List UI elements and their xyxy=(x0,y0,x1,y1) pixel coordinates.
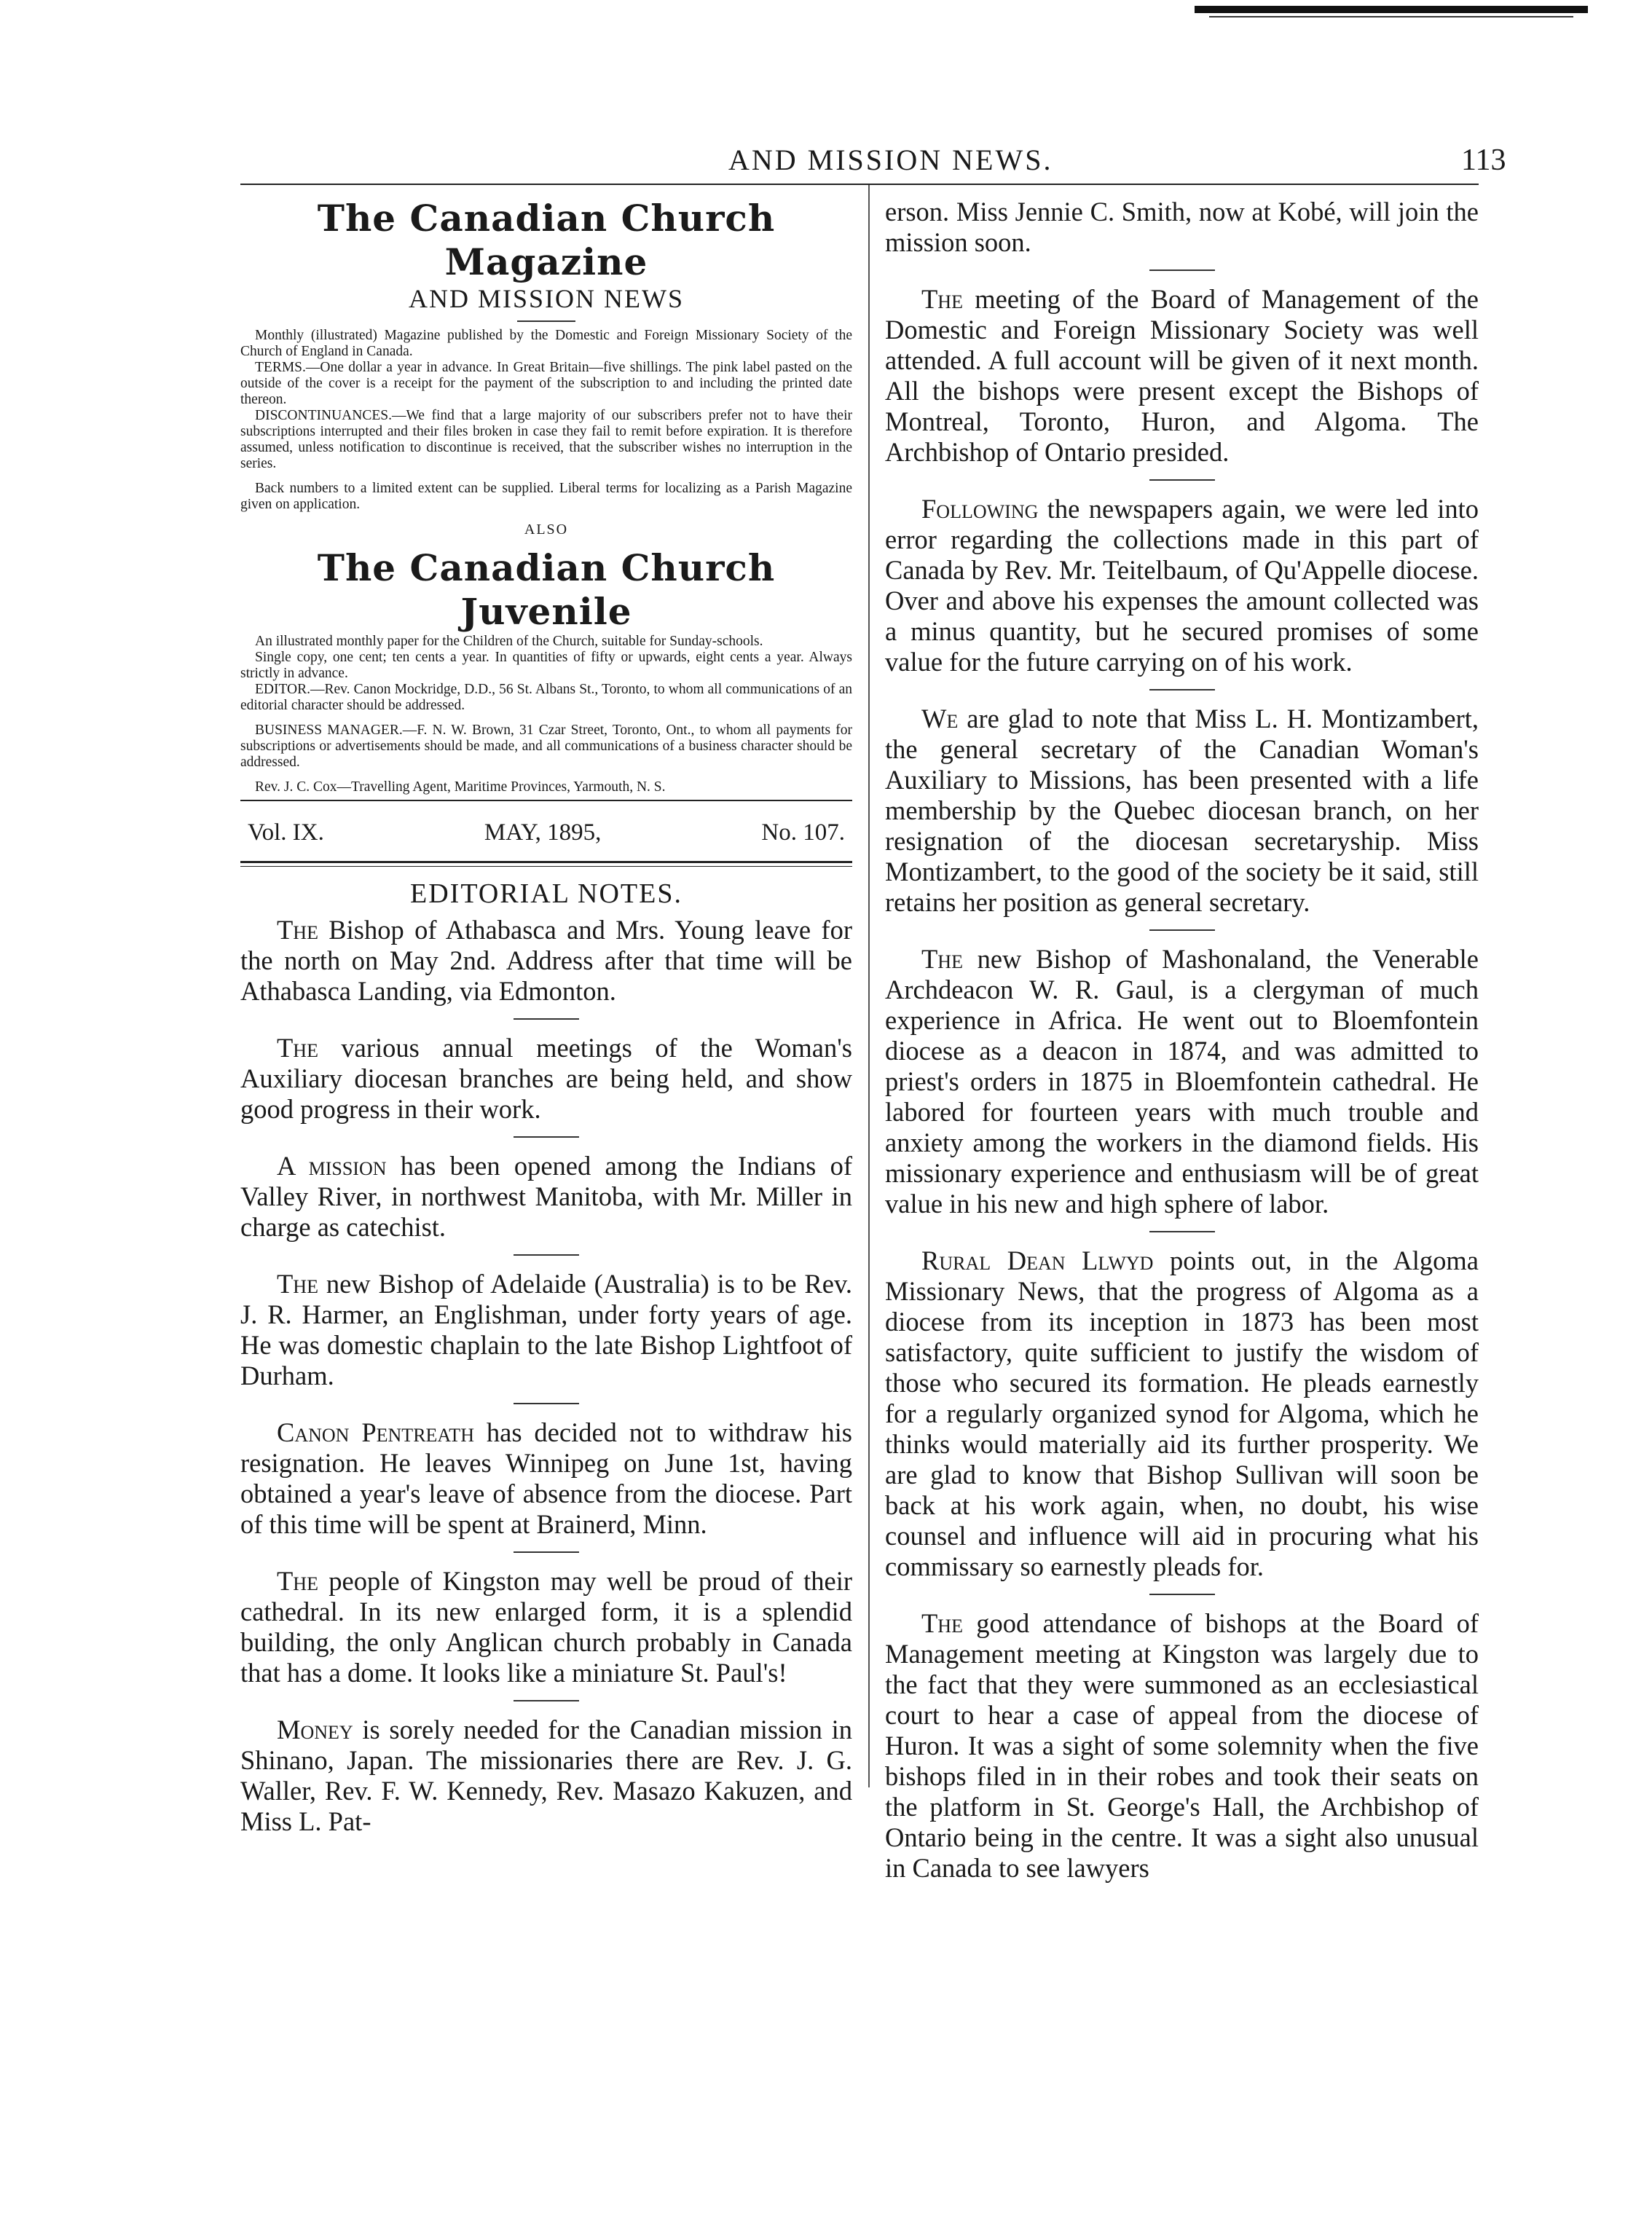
volume: Vol. IX. xyxy=(248,819,324,846)
left-column xyxy=(240,197,852,1837)
issue-rule-bottom xyxy=(240,861,852,867)
masthead-rule xyxy=(517,320,575,322)
editorial-note: Canon Pentreath has decided not to withdraw his resignation. He leaves Winnipeg on June 1st, having obtained a year's leave of absence from the diocese. Part of this time will be spent at Brainerd, Minn. xyxy=(240,1417,852,1539)
juvenile-title: The Canadian Church Juvenile xyxy=(317,546,776,633)
editorial-note: The good attendance of bishops at the Board of Management meeting at Kingston was largely due to the fact that they were summoned as an ecclesiastical court to hear a case of appeal from the diocese of Huron. It was a sight of some solemnity when the five bishops filed in in their robes and took their seats on the platform in St. George's Hall, the Archbishop of Ontario being in the centre. It was a sight also unusual in Canada to see lawyers xyxy=(885,1608,1479,1883)
juvenile-price: Single copy, one cent; ten cents a year. In quantities of fifty or upwards, eight cents a year. Always strictly in advance. xyxy=(240,650,852,681)
business-manager-notice: BUSINESS MANAGER.—F. N. W. Brown, 31 Czar Street, Toronto, Ont., to whom all payments for subscriptions or advertisements should be made, and all communications of a business character should be addressed. xyxy=(240,723,852,770)
editor-notice: EDITOR.—Rev. Canon Mockridge, D.D., 56 St. Albans St., Toronto, to whom all communications of an editorial character should be addressed. xyxy=(240,682,852,713)
note-separator xyxy=(514,1700,579,1701)
note-separator xyxy=(1149,929,1215,931)
editorial-heading: EDITORIAL NOTES. xyxy=(410,878,683,909)
issue-number: No. 107. xyxy=(761,819,845,846)
note-separator xyxy=(1149,1594,1215,1595)
editorial-note: Money is sorely needed for the Canadian mission in Shinano, Japan. The missionaries there are Rev. J. G. Waller, Rev. F. W. Kennedy, Rev. Masazo Kakuzen, and Miss L. Pat- xyxy=(240,1715,852,1836)
discontinuances-notice: DISCONTINUANCES.—We find that a large majority of our subscribers prefer not to have their subscriptions interrupted and their files broken in case they fail to remit before expiration. It is therefore assumed, unless notification to discontinue is received, that the subscriber wishes no interruption in the series. xyxy=(240,408,852,471)
header-rule xyxy=(240,184,1479,185)
editorial-note: The meeting of the Board of Management of the Domestic and Foreign Missionary Society was well attended. A full account will be given of it next month. All the bishops were present except the Bishops of Montreal, Toronto, Huron, and Algoma. The Archbishop of Ontario presided. xyxy=(885,284,1479,467)
editorial-note: Rural Dean Llwyd points out, in the Algoma Missionary News, that the progress of Algoma as a diocese from its inception in 1873 has been most satisfactory, quite sufficient to justify the wisdom of those who secured its formation. He pleads earnestly for a regularly organized synod for Algoma, which he thinks would materially aid its further prosperity. We are glad to know that Bishop Sullivan will soon be back at his work again, when, no doubt, his wise counsel and influence will aid in procuring what his commissary so earnestly pleads for. xyxy=(885,1246,1479,1581)
note-separator xyxy=(514,1403,579,1404)
magazine-description: Monthly (illustrated) Magazine published by the Domestic and Foreign Missionary Society of the Church of England in Canada. xyxy=(240,328,852,359)
top-edge-rule xyxy=(1209,16,1573,17)
juvenile-description: An illustrated monthly paper for the Children of the Church, suitable for Sunday-schools. xyxy=(255,634,763,649)
editorial-note: The Bishop of Athabasca and Mrs. Young leave for the north on May 2nd. Address after that time will be Athabasca Landing, via Edmonton. xyxy=(240,915,852,1006)
editorial-note: The people of Kingston may well be proud of their cathedral. In its new enlarged form, it is a splendid building, the only Anglican church probably in Canada that has a dome. It looks like a miniature St. Paul's! xyxy=(240,1566,852,1688)
running-title: AND MISSION NEWS. xyxy=(728,143,1053,176)
continued-text: erson. Miss Jennie C. Smith, now at Kobé, will join the mission soon. xyxy=(885,197,1479,257)
page-number: 113 xyxy=(1461,143,1506,177)
masthead-notices xyxy=(240,328,852,513)
editorial-note: The new Bishop of Adelaide (Australia) is to be Rev. J. R. Harmer, an Englishman, under forty years of age. He was domestic chaplain to the late Bishop Lightfoot of Durham. xyxy=(240,1269,852,1390)
note-separator xyxy=(514,1551,579,1553)
editorial-note: We are glad to note that Miss L. H. Montizambert, the general secretary of the Canadian Woman's Auxiliary to Missions, has been presented with a life membership by the Quebec diocesan branch, on her resignation of the diocesan secretaryship. Miss Montizambert, to the good of the society be it said, still retains her position as general secretary. xyxy=(885,704,1479,917)
terms-notice: TERMS.—One dollar a year in advance. In Great Britain—five shillings. The pink label pasted on the outside of the cover is a receipt for the payment of the subscription to and including the printed date thereon. xyxy=(240,360,852,407)
magazine-title: The Canadian Church Magazine xyxy=(317,197,776,283)
note-separator xyxy=(514,1136,579,1138)
column-divider xyxy=(868,185,870,1787)
back-numbers-notice: Back numbers to a limited extent can be supplied. Liberal terms for localizing as a Parish Magazine given on application. xyxy=(240,481,852,512)
editorial-note: Following the newspapers again, we were led into error regarding the collections made in this part of Canada by Rev. Mr. Teitelbaum, of Qu'Appelle diocese. Over and above his expenses the amount collected was a minus quantity, but he secured promises of some value for the future carrying on of his work. xyxy=(885,494,1479,677)
top-edge-bar xyxy=(1195,6,1588,13)
editorial-note: A mission has been opened among the Indians of Valley River, in northwest Manitoba, with Mr. Miller in charge as catechist. xyxy=(240,1151,852,1242)
note-separator xyxy=(514,1254,579,1256)
issue-rule-top xyxy=(240,800,852,801)
issue-date: MAY, 1895, xyxy=(484,819,602,846)
travelling-agent-notice: Rev. J. C. Cox—Travelling Agent, Maritime Provinces, Yarmouth, N. S. xyxy=(255,779,666,795)
editorial-note: The various annual meetings of the Woman's Auxiliary diocesan branches are being held, and show good progress in their work. xyxy=(240,1033,852,1124)
note-separator xyxy=(1149,1231,1215,1232)
note-separator xyxy=(1149,269,1215,271)
note-separator xyxy=(1149,689,1215,690)
juvenile-notices xyxy=(240,634,852,795)
issue-line xyxy=(240,806,852,858)
note-separator xyxy=(1149,479,1215,481)
also-label: ALSO xyxy=(524,522,569,538)
note-separator xyxy=(514,1018,579,1020)
editorial-note: The new Bishop of Mashonaland, the Venerable Archdeacon W. R. Gaul, is a clergyman of much experience in Africa. He went out to Bloemfontein diocese as a deacon in 1874, and was admitted to priest's orders in 1875 in Bloemfontein cathedral. He labored for fourteen years with much trouble and anxiety among the workers in the diamond fields. His missionary experience and enthusiasm will be of great value in his new and high sphere of labor. xyxy=(885,944,1479,1219)
magazine-subtitle: AND MISSION NEWS xyxy=(408,284,684,313)
right-column xyxy=(885,197,1479,1884)
